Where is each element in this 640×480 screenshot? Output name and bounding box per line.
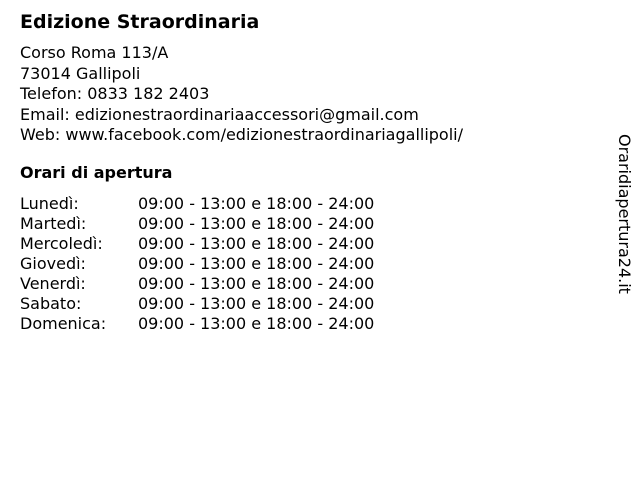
- day-label: Domenica:: [20, 314, 107, 333]
- web-line: Web: www.facebook.com/edizionestraordinariagallipoli/: [20, 125, 463, 144]
- day-label: Sabato:: [20, 294, 82, 313]
- time-range: 09:00 - 13:00 e 18:00 - 24:00: [138, 314, 375, 333]
- day-label: Lunedì:: [20, 194, 79, 213]
- phone-line: Telefon: 0833 182 2403: [20, 84, 210, 103]
- site-brand-vertical: Oraridiapertura24.it: [615, 134, 634, 294]
- day-label: Venerdì:: [20, 274, 86, 293]
- time-range: 09:00 - 13:00 e 18:00 - 24:00: [138, 294, 375, 313]
- address-line-street: Corso Roma 113/A: [20, 43, 169, 62]
- hours-row-saturday: [20, 294, 374, 314]
- hours-row-tuesday: [20, 214, 374, 234]
- hours-row-monday: [20, 194, 374, 214]
- hours-row-sunday: [20, 314, 374, 334]
- time-range: 09:00 - 13:00 e 18:00 - 24:00: [138, 194, 375, 213]
- business-details: [20, 43, 463, 146]
- hours-row-thursday: [20, 254, 374, 274]
- email-line: Email: edizionestraordinariaaccessori@gmail.com: [20, 104, 419, 124]
- time-range: 09:00 - 13:00 e 18:00 - 24:00: [138, 274, 375, 293]
- hours-row-wednesday: [20, 234, 374, 254]
- opening-hours-heading: Orari di apertura: [20, 163, 173, 182]
- time-range: 09:00 - 13:00 e 18:00 - 24:00: [138, 254, 375, 273]
- hours-row-friday: [20, 274, 374, 294]
- time-range: 09:00 - 13:00 e 18:00 - 24:00: [138, 234, 375, 253]
- address-line-city: 73014 Gallipoli: [20, 63, 141, 83]
- day-label: Mercoledì:: [20, 234, 103, 253]
- time-range: 09:00 - 13:00 e 18:00 - 24:00: [138, 214, 375, 233]
- opening-hours-table: [20, 194, 374, 334]
- business-name: Edizione Straordinaria: [20, 11, 260, 33]
- day-label: Martedì:: [20, 214, 87, 233]
- day-label: Giovedì:: [20, 254, 86, 273]
